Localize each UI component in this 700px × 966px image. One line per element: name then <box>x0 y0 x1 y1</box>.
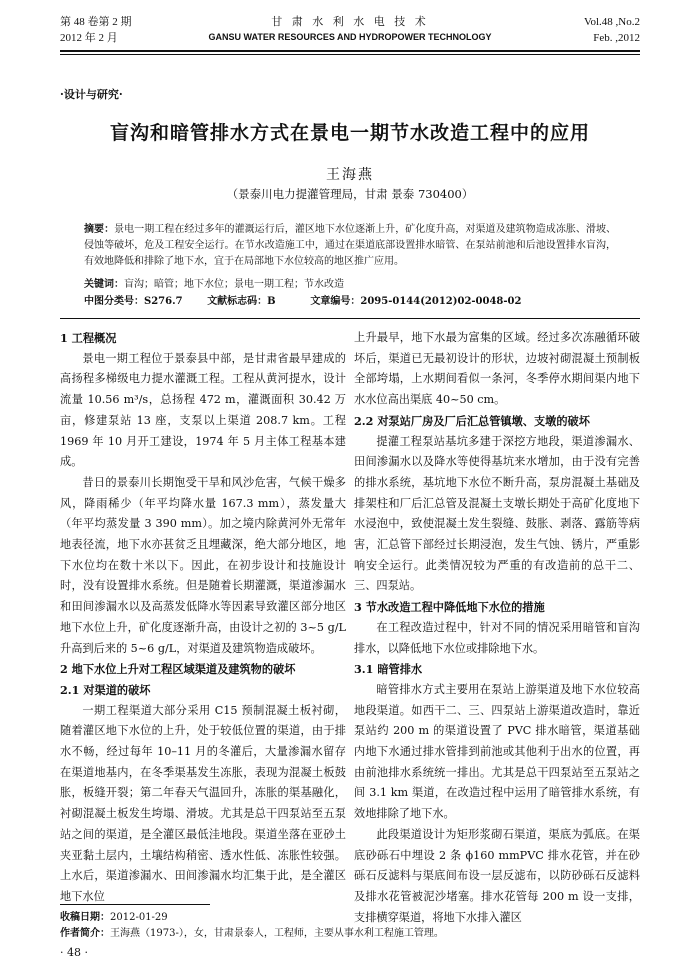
section-tag: ·设计与研究· <box>60 88 123 101</box>
paragraph: 此段渠道设计为矩形浆砌石渠道，渠底为弧底。在渠底砂砾石中埋设 2 条 ϕ160 mmPVC 排水花管，并在砂砾石反滤料与渠底间布设一层反滤布，以防砂砾石反滤料及排水花管被泥沙堵塞。排水花管每 200 m 设一支排，支排横穿渠道，将地下水排入灌区 <box>354 827 640 924</box>
received-label: 收稿日期： <box>60 912 110 923</box>
received-value: 2012-01-29 <box>110 912 168 923</box>
paragraph: 上升最早，地下水最为富集的区域。经过多次冻融循环破坏后，渠道已无最初设计的形状，边坡衬砌混凝土预制板全部垮塌，上水期间看似一条河，冬季停水期间渠内地下水水位高出渠底 40~50 cm。 <box>354 331 640 407</box>
page-number: · 48 · <box>60 946 88 959</box>
journal-name-cn: 甘 肃 水 利 水 电 技 术 <box>271 15 429 28</box>
keywords <box>84 277 616 293</box>
author-affiliation: （景泰川电力提灌管理局，甘肃 景泰 730400） <box>226 187 474 201</box>
journal-name-en: GANSU WATER RESOURCES AND HYDROPOWER TECHNOLOGY <box>208 32 492 42</box>
header-rule-thin <box>60 54 640 55</box>
author-bio-label: 作者简介： <box>60 928 110 939</box>
paragraph: 一期工程渠道大部分采用 C15 预制混凝土板衬砌，随着灌区地下水位的上升，处于较低位置的渠道，由于排水不畅，经过每年 10–11 月的冬灌后，大量渗漏水留存在渠道地基内，在冬季渠基发生冻胀，表现为混凝土板鼓胀，板缝开裂；第二年春天气温回升，冻胀的渠基融化，衬砌混凝土板发生垮塌、滑坡。尤其是总干四泵站至五泵站之间的渠道，是全灌区最低洼地段。渠道坐落在亚砂土夹亚黏土层内，土壤结构稍密、透水性低、冻胀性较强。上水后，渠道渗漏水、田间渗漏水均汇集于此，是全灌区地下水位 <box>60 703 346 903</box>
volume-issue: 第 48 卷第 2 期 <box>60 16 132 28</box>
article-number: 文章编号：2095-0144(2012)02-0048-02 <box>310 296 522 307</box>
author-bio-text: 王海燕（1973-），女，甘肃景泰人，工程师，主要从事水利工程施工管理。 <box>110 928 444 939</box>
received-date <box>60 910 640 925</box>
header-rule-thick <box>60 50 640 52</box>
keywords-label: 关键词： <box>84 279 124 290</box>
paragraph: 在工程改造过程中，针对不同的情况采用暗管和盲沟排水，以降低地下水位或排除地下水。 <box>354 620 640 655</box>
header-left <box>60 14 132 46</box>
abstract-rule <box>60 318 640 319</box>
section-heading-1: 1 工程概况 <box>60 331 117 345</box>
section-heading-2-1: 2.1 对渠道的破坏 <box>60 682 151 697</box>
volume-issue-en: Vol.48 ,No.2 <box>583 16 640 28</box>
journal-name <box>200 14 500 44</box>
abstract <box>84 222 616 270</box>
section-heading-2-2: 2.2 对泵站厂房及厂后汇总管镇墩、支墩的破坏 <box>354 413 590 428</box>
section-heading-2: 2 地下水位上升对工程区域渠道及建筑物的破坏 <box>60 662 296 677</box>
author-name: 王海燕 <box>326 167 374 183</box>
keywords-text: 盲沟；暗管；地下水位；景电一期工程；节水改造 <box>124 279 344 290</box>
section-heading-3-1: 3.1 暗管排水 <box>354 662 423 677</box>
abstract-text: 景电一期工程在经过多年的灌溉运行后，灌区地下水位逐渐上升，矿化度升高，对渠道及建筑物造成冻胀、滑坡、侵蚀等破坏，危及工程安全运行。在节水改造施工中，通过在渠道底部设置排水暗管、在泵站前池和后池设置排水盲沟，有效地降低和排除了地下水，宜于在局部地下水位较高的地区推广应用。 <box>84 224 617 267</box>
paragraph: 暗管排水方式主要用在泵站上游渠道及地下水位较高地段渠道。如西干二、三、四泵站上游渠道改造时，靠近泵站约 200 m 的渠道设置了 PVC 排水暗管，渠道基础内地下水通过排水管排到前池或其他利于出水的位置，再由前池排水系统统一排出。尤其是总干四泵站至五泵站之间 3.1 km 渠道，在改造过程中运用了暗管排水系统，有效地排除了地下水。 <box>354 682 640 821</box>
classification-line <box>84 294 616 310</box>
issue-date: 2012 年 2 月 <box>60 32 118 44</box>
document-code: 文献标志码：B <box>207 296 276 307</box>
section-heading-3: 3 节水改造工程中降低地下水位的措施 <box>354 600 545 615</box>
paragraph: 昔日的景泰川长期饱受干旱和风沙危害，气候干燥多风，降雨稀少（年平均降水量 167.3 mm），蒸发量大（年平均蒸发量 3 390 mm）。加之境内除黄河外无常年地表径流，地下水亦甚贫乏且埋藏深，绝大部分地区，地下水位均在数十米以下。因此，在初步设计和技施设计时，没有设置排水系统。但是随着长期灌溉，渠道渗漏水和田间渗漏水以及高蒸发低降水等因素导致灌区部分地区地下水位上升，矿化度逐渐升高，由设计之初的 3~5 g/L 升高到后来的 5~6 g/L，对渠道及建筑物造成破坏。 <box>60 475 346 655</box>
author-bio <box>60 926 640 941</box>
abstract-label: 摘要： <box>84 224 115 235</box>
paper-title: 盲沟和暗管排水方式在景电一期节水改造工程中的应用 <box>109 122 590 144</box>
issue-date-en: Feb. ,2012 <box>593 32 640 44</box>
header-right <box>584 14 640 46</box>
body-column-left <box>60 328 346 908</box>
clc-number: 中图分类号：S276.7 <box>84 296 183 307</box>
body-column-right <box>354 328 640 928</box>
paragraph: 景电一期工程位于景泰县中部，是甘肃省最早建成的高扬程多梯级电力提水灌溉工程。工程从黄河提水，设计流量 10.56 m³/s，总扬程 472 m，灌溉面积 30.42 万亩，修建泵站 13 座，支泵以上渠道 208.7 km。工程 1969 年 10 月开工建设，1974 年 5 月主体工程基本建成。 <box>60 351 346 469</box>
paragraph: 提灌工程泵站基坑多建于深挖方地段，渠道渗漏水、田间渗漏水以及降水等使得基坑来水增加，由于没有完善的排水系统，基坑地下水位不断升高，泵房混凝土基础及排架柱和厂后汇总管及混凝土支墩长期处于高矿化度地下水浸泡中，致使混凝土发生裂缝、鼓胀、剥落、露筋等病害，汇总管下部经过长期浸泡，发生气蚀、锈片，严重影响安全运行。此类情况较为严重的有改造前的总干二、三、四泵站。 <box>354 434 640 593</box>
footnote-rule <box>60 904 210 905</box>
